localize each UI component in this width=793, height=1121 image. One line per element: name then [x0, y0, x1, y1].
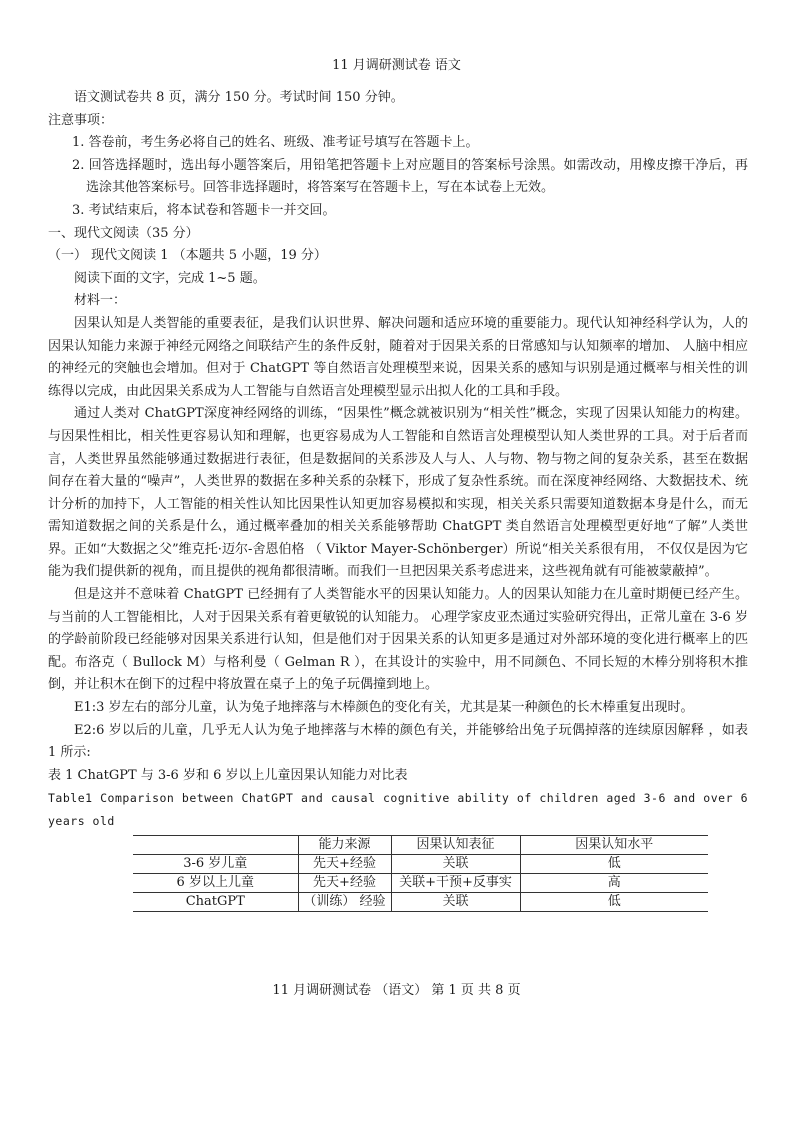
table-cell: 低 — [520, 854, 708, 873]
table-cell: ChatGPT — [133, 892, 298, 911]
paragraph: E1:3 岁左右的部分儿童，认为兔子地摔落与木棒颜色的变化有关，尤其是某一种颜色的长木棒重复出现时。 — [74, 700, 694, 716]
section-heading: 一、现代文阅读（35 分） — [48, 225, 199, 241]
table-cell: 先天+经验 — [298, 873, 391, 892]
intro-text: 语文测试卷共 8 页，满分 150 分。考试时间 150 分钟。 — [74, 90, 404, 105]
note-item: 3. 考试结束后，将本试卷和答题卡一并交回。 — [72, 202, 336, 218]
table-cell: 3-6 岁儿童 — [133, 854, 298, 873]
paragraph: 因果认知是人类智能的重要表征，是我们认识世界、解决问题和适应环境的重要能力。现代认知神经科学认为，人的因果认知能力来源于神经元网络之间联结产生的条件反射，随着对于因果关系的日常感知与认知频率的增加、 人脑中相应的神经元的突触也会增加。但对于 ChatGPT 等自然语言处理模型来说，因果关系的感知与识别是通过概率与相关性的训练得以完成，由此因果关系成为人工智能与自然语言处理模型显示出拟人化的工具和手段。 — [48, 315, 748, 399]
table-cell: 关联 — [391, 892, 520, 911]
table-cell: 低 — [520, 892, 708, 911]
table-row — [133, 892, 708, 911]
paragraph: E2:6 岁以后的儿童，几乎无人认为兔子地摔落与木棒的颜色有关，并能够给出兔子玩偶掉落的连续原因解释 ，如表 1 所示: — [48, 722, 748, 761]
document-body — [48, 87, 748, 912]
table-cell: （训练） 经验 — [298, 892, 391, 911]
table-cell: 关联+干预+反事实 — [391, 873, 520, 892]
table-header-cell: 能力来源 — [298, 835, 391, 854]
page-footer: 11 月调研测试卷 （语文） 第 1 页 共 8 页 — [272, 983, 521, 998]
note-item: 2. 回答选择题时，选出每小题答案后，用铅笔把答题卡上对应题目的答案标号涂黑。如需改动，用橡皮擦干净后，再选涂其他答案标号。回答非选择题时，将答案写在答题卡上，写在本试卷上无效。 — [72, 157, 748, 196]
table-cell: 先天+经验 — [298, 854, 391, 873]
note-item: 1. 答卷前，考生务必将自己的姓名、班级、准考证号填写在答题卡上。 — [72, 135, 479, 151]
page-title: 11 月调研测试卷 语文 — [332, 58, 461, 73]
table-header-cell: 因果认知水平 — [520, 835, 708, 854]
comparison-table — [133, 835, 708, 912]
table-caption-english: Table1 Comparison between ChatGPT and causal cognitive ability of children aged 3-6 and over 6 years old — [48, 791, 748, 828]
table-row — [133, 854, 708, 873]
sub-heading: （一） 现代文阅读 1 （本题共 5 小题，19 分） — [48, 248, 327, 264]
table-row — [133, 873, 708, 892]
instruction-text: 阅读下面的文字，完成 1~5 题。 — [74, 270, 266, 286]
table-header-cell: 因果认知表征 — [391, 835, 520, 854]
material-label: 材料一： — [74, 293, 127, 309]
table-header-row — [133, 835, 708, 854]
table-header-cell — [133, 835, 298, 854]
paragraph: 通过人类对 ChatGPT深度神经网络的训练，“因果性”概念就被识别为“相关性”概念，实现了因果认知能力的构建。与因果性相比，相关性更容易认知和理解，也更容易成为人工智能和自然语言处理模型认知人类世界的工具。对于后者而言，人类世界虽然能够通过数据进行表征，但是数据间的关系涉及人与人、人与物、物与物之间的复杂关系，甚至在数据间存在着大量的“噪声”，人类世界的数据在多种关系的杂糅下，形成了复杂性系统。而在深度神经网络、大数据技术、统计分析的加持下，人工智能的相关性认知比因果性认知更加容易模拟和实现，相关关系只需要知道数据本身是什么，而无需知道数据之间的关系是什么，通过概率叠加的相关关系能够帮助 ChatGPT 类自然语言处理模型更好地“了解”人类世界。正如“大数据之父”维克托·迈尔-舍恩伯格 （ Viktor Mayer-Schönberger）所说“相关关系很有用， 不仅仅是因为它能为我们提供新的视角，而且提供的视角都很清晰。而我们一旦把因果关系考虑进来，这些视角就有可能被蒙蔽掉”。 — [48, 406, 748, 580]
notes-heading: 注意事项： — [48, 112, 114, 128]
paragraph: 但是这并不意味着 ChatGPT 已经拥有了人类智能水平的因果认知能力。人的因果认知能力在儿童时期便已经产生。与当前的人工智能相比，人对于因果关系有着更敏锐的认知能力。 心理学家皮亚杰通过实验研究得出，正常儿童在 3-6 岁的学龄前阶段已经能够对因果关系进行认知，但是他们对于因果关系的认知更多是通过对外部环境的变化进行概率上的匹配。布洛克（ Bullock M）与格利曼（ Gelman R ），在其设计的实验中，用不同颜色、不同长短的木棒分别将积木推倒，并让积木在倒下的过程中将放置在桌子上的兔子玩偶撞到地上。 — [48, 587, 748, 693]
table-cell: 6 岁以上儿童 — [133, 873, 298, 892]
table-caption: 表 1 ChatGPT 与 3-6 岁和 6 岁以上儿童因果认知能力对比表 — [48, 767, 408, 783]
table-cell: 高 — [520, 873, 708, 892]
table-cell: 关联 — [391, 854, 520, 873]
